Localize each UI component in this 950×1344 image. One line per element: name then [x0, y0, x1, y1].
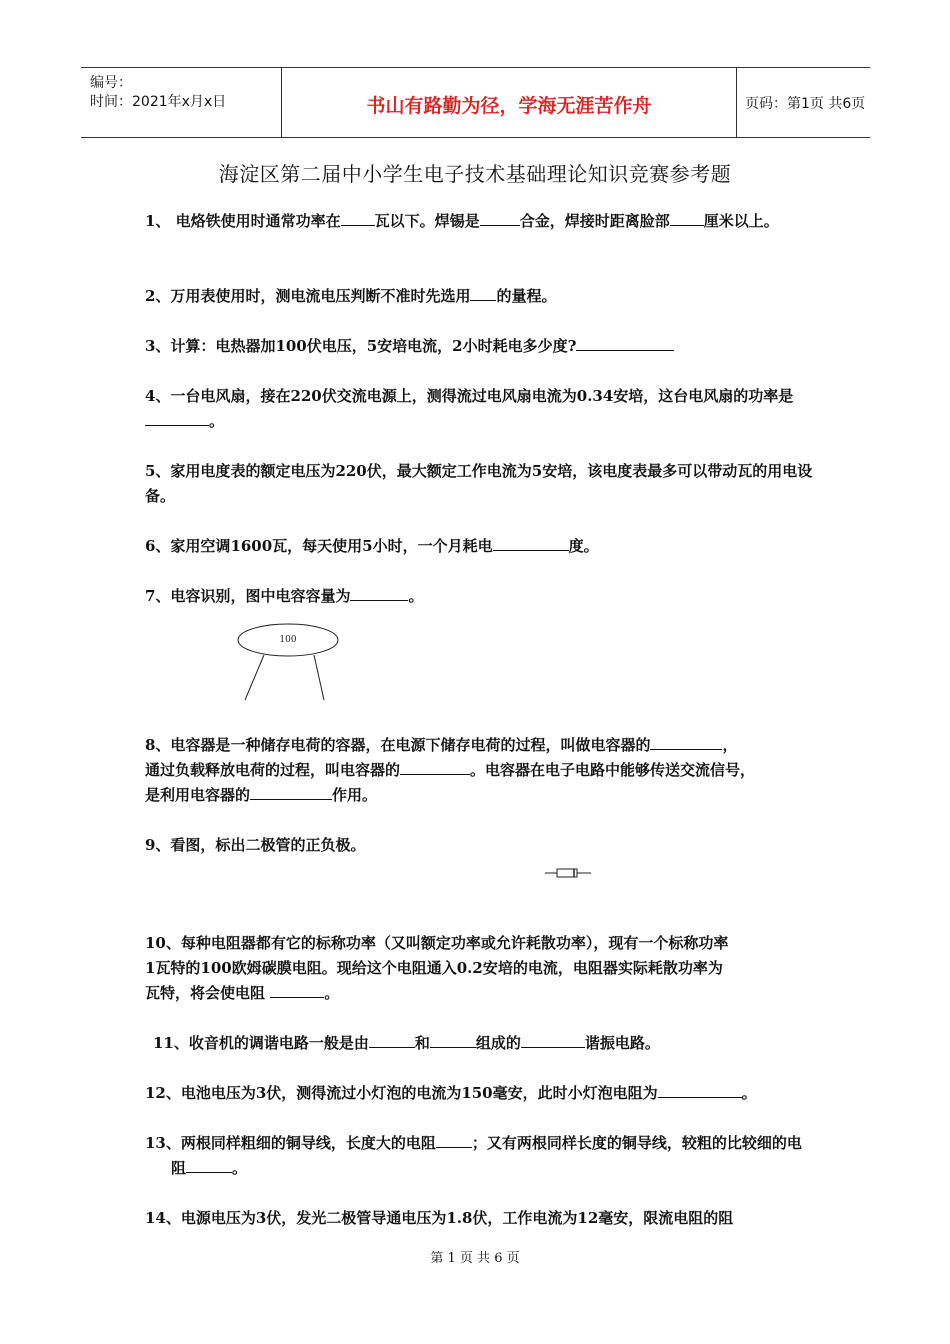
capacitor-label: 100 [279, 635, 297, 645]
question-text: 。 [232, 1159, 248, 1177]
answer-blank[interactable] [350, 584, 408, 601]
question-line: 1瓦特的100欧姆碳膜电阻。现给这个电阻通入0.2安培的电流，电阻器实际耗散功率为 [145, 959, 723, 977]
question-text: 13、两根同样粗细的铜导线，长度大的电阻 [145, 1134, 436, 1152]
time-label: 时间：2021年x月x日 [90, 94, 227, 110]
question-text: 。 [741, 1084, 757, 1102]
question-text: 和 [414, 1034, 430, 1052]
question-text: 通过负载释放电荷的过程，叫电容器的 [145, 761, 401, 779]
question-line [145, 783, 815, 808]
question-3 [145, 334, 815, 359]
question-7 [145, 584, 815, 609]
answer-blank[interactable] [436, 1131, 472, 1148]
answer-blank[interactable] [658, 1081, 742, 1098]
question-line [145, 733, 815, 758]
answer-blank[interactable] [670, 209, 704, 226]
question-text: 。 [324, 984, 340, 1002]
page-footer: 第 1 页 共 6 页 [430, 1251, 520, 1266]
diode-diagram [543, 866, 595, 880]
question-text: 的量程。 [496, 287, 557, 305]
question-13 [145, 1131, 815, 1181]
question-1 [145, 209, 815, 234]
question-text: 。电容器在电子电路中能够传送交流信号， [470, 761, 756, 779]
header-meta-cell [81, 68, 282, 137]
question-text: 谐振电路。 [584, 1034, 660, 1052]
question-5 [145, 459, 815, 509]
answer-blank[interactable] [470, 284, 496, 301]
question-11 [153, 1031, 823, 1056]
question-text: 瓦特，将会使电阻 [145, 984, 266, 1002]
question-text: 合金，焊接时距离脸部 [519, 212, 670, 230]
question-8 [145, 733, 815, 808]
question-text: 3、计算：电热器加100伏电压，5安培电流，2小时耗电多少度? [145, 337, 577, 355]
capacitor-lead-right [314, 655, 324, 700]
answer-blank[interactable] [250, 783, 332, 800]
question-text: 9、看图，标出二极管的正负极。 [145, 836, 366, 854]
question-text: 5、家用电度表的额定电压为220伏，最大额定工作电流为5安培，该电度表最多可以带动瓦的用电设备。 [145, 462, 813, 505]
number-label: 编号： [90, 75, 132, 91]
document-header [81, 67, 870, 138]
question-4 [145, 384, 815, 434]
question-text: 。 [408, 587, 424, 605]
capacitor-lead-left [245, 655, 264, 700]
header-page-cell [737, 68, 870, 137]
question-9 [145, 833, 815, 858]
question-14 [145, 1206, 815, 1231]
question-2 [145, 284, 815, 309]
motto: 书山有路勤为径，学海无涯苦作舟 [366, 95, 652, 117]
question-text: 6、家用空调1600瓦，每天使用5小时，一个月耗电 [145, 537, 493, 555]
answer-blank[interactable] [521, 1031, 585, 1048]
answer-blank[interactable] [186, 1156, 232, 1173]
question-line [145, 981, 815, 1006]
question-10 [145, 931, 815, 1006]
question-text: 。 [209, 412, 225, 430]
question-text: 14、电源电压为3伏，发光二极管导通电压为1.8伏，工作电流为12毫安，限流电阻的阻 [145, 1209, 734, 1227]
answer-blank[interactable] [369, 1031, 415, 1048]
answer-blank[interactable] [493, 534, 569, 551]
question-text: 度。 [568, 537, 599, 555]
question-text: 7、电容识别，图中电容容量为 [145, 587, 351, 605]
question-line: 10、每种电阻器都有它的标称功率（又叫额定功率或允许耗散功率），现有一个标称功率 [145, 934, 729, 952]
answer-blank[interactable] [576, 334, 674, 351]
question-text: ；又有两根同样长度的铜导线，较粗的比较细的电阻 [171, 1134, 802, 1177]
question-text: 是利用电容器的 [145, 786, 251, 804]
answer-blank[interactable] [650, 733, 722, 750]
question-text: 1、 电烙铁使用时通常功率在 [145, 212, 341, 230]
question-6 [145, 534, 815, 559]
question-text: 8、电容器是一种储存电荷的容器，在电源下储存电荷的过程，叫做电容器的 [145, 736, 651, 754]
question-text: 11、收音机的调谐电路一般是由 [153, 1034, 369, 1052]
question-text: 瓦以下。焊锡是 [374, 212, 480, 230]
question-text: 4、一台电风扇，接在220伏交流电源上，测得流过电风扇电流为0.34安培，这台电风扇的功率是 [145, 387, 794, 405]
answer-blank[interactable] [341, 209, 375, 226]
answer-blank[interactable] [480, 209, 520, 226]
question-text: 组成的 [475, 1034, 521, 1052]
question-text: 厘米以上。 [703, 212, 779, 230]
question-text: 12、电池电压为3伏，测得流过小灯泡的电流为150毫安，此时小灯泡电阻为 [145, 1084, 658, 1102]
answer-blank[interactable] [270, 981, 324, 998]
page-title: 海淀区第二届中小学生电子技术基础理论知识竞赛参考题 [218, 162, 732, 186]
question-12 [145, 1081, 815, 1106]
answer-blank[interactable] [430, 1031, 476, 1048]
answer-blank[interactable] [400, 758, 470, 775]
header-motto-cell [282, 68, 737, 137]
question-text: ， [722, 736, 738, 754]
question-text: 2、万用表使用时，测电流电压判断不准时先选用 [145, 287, 471, 305]
answer-blank[interactable] [145, 409, 209, 426]
page-info: 页码：第1页 共6页 [745, 96, 866, 112]
question-line [145, 758, 815, 783]
capacitor-diagram [230, 620, 360, 706]
question-text: 作用。 [332, 786, 378, 804]
